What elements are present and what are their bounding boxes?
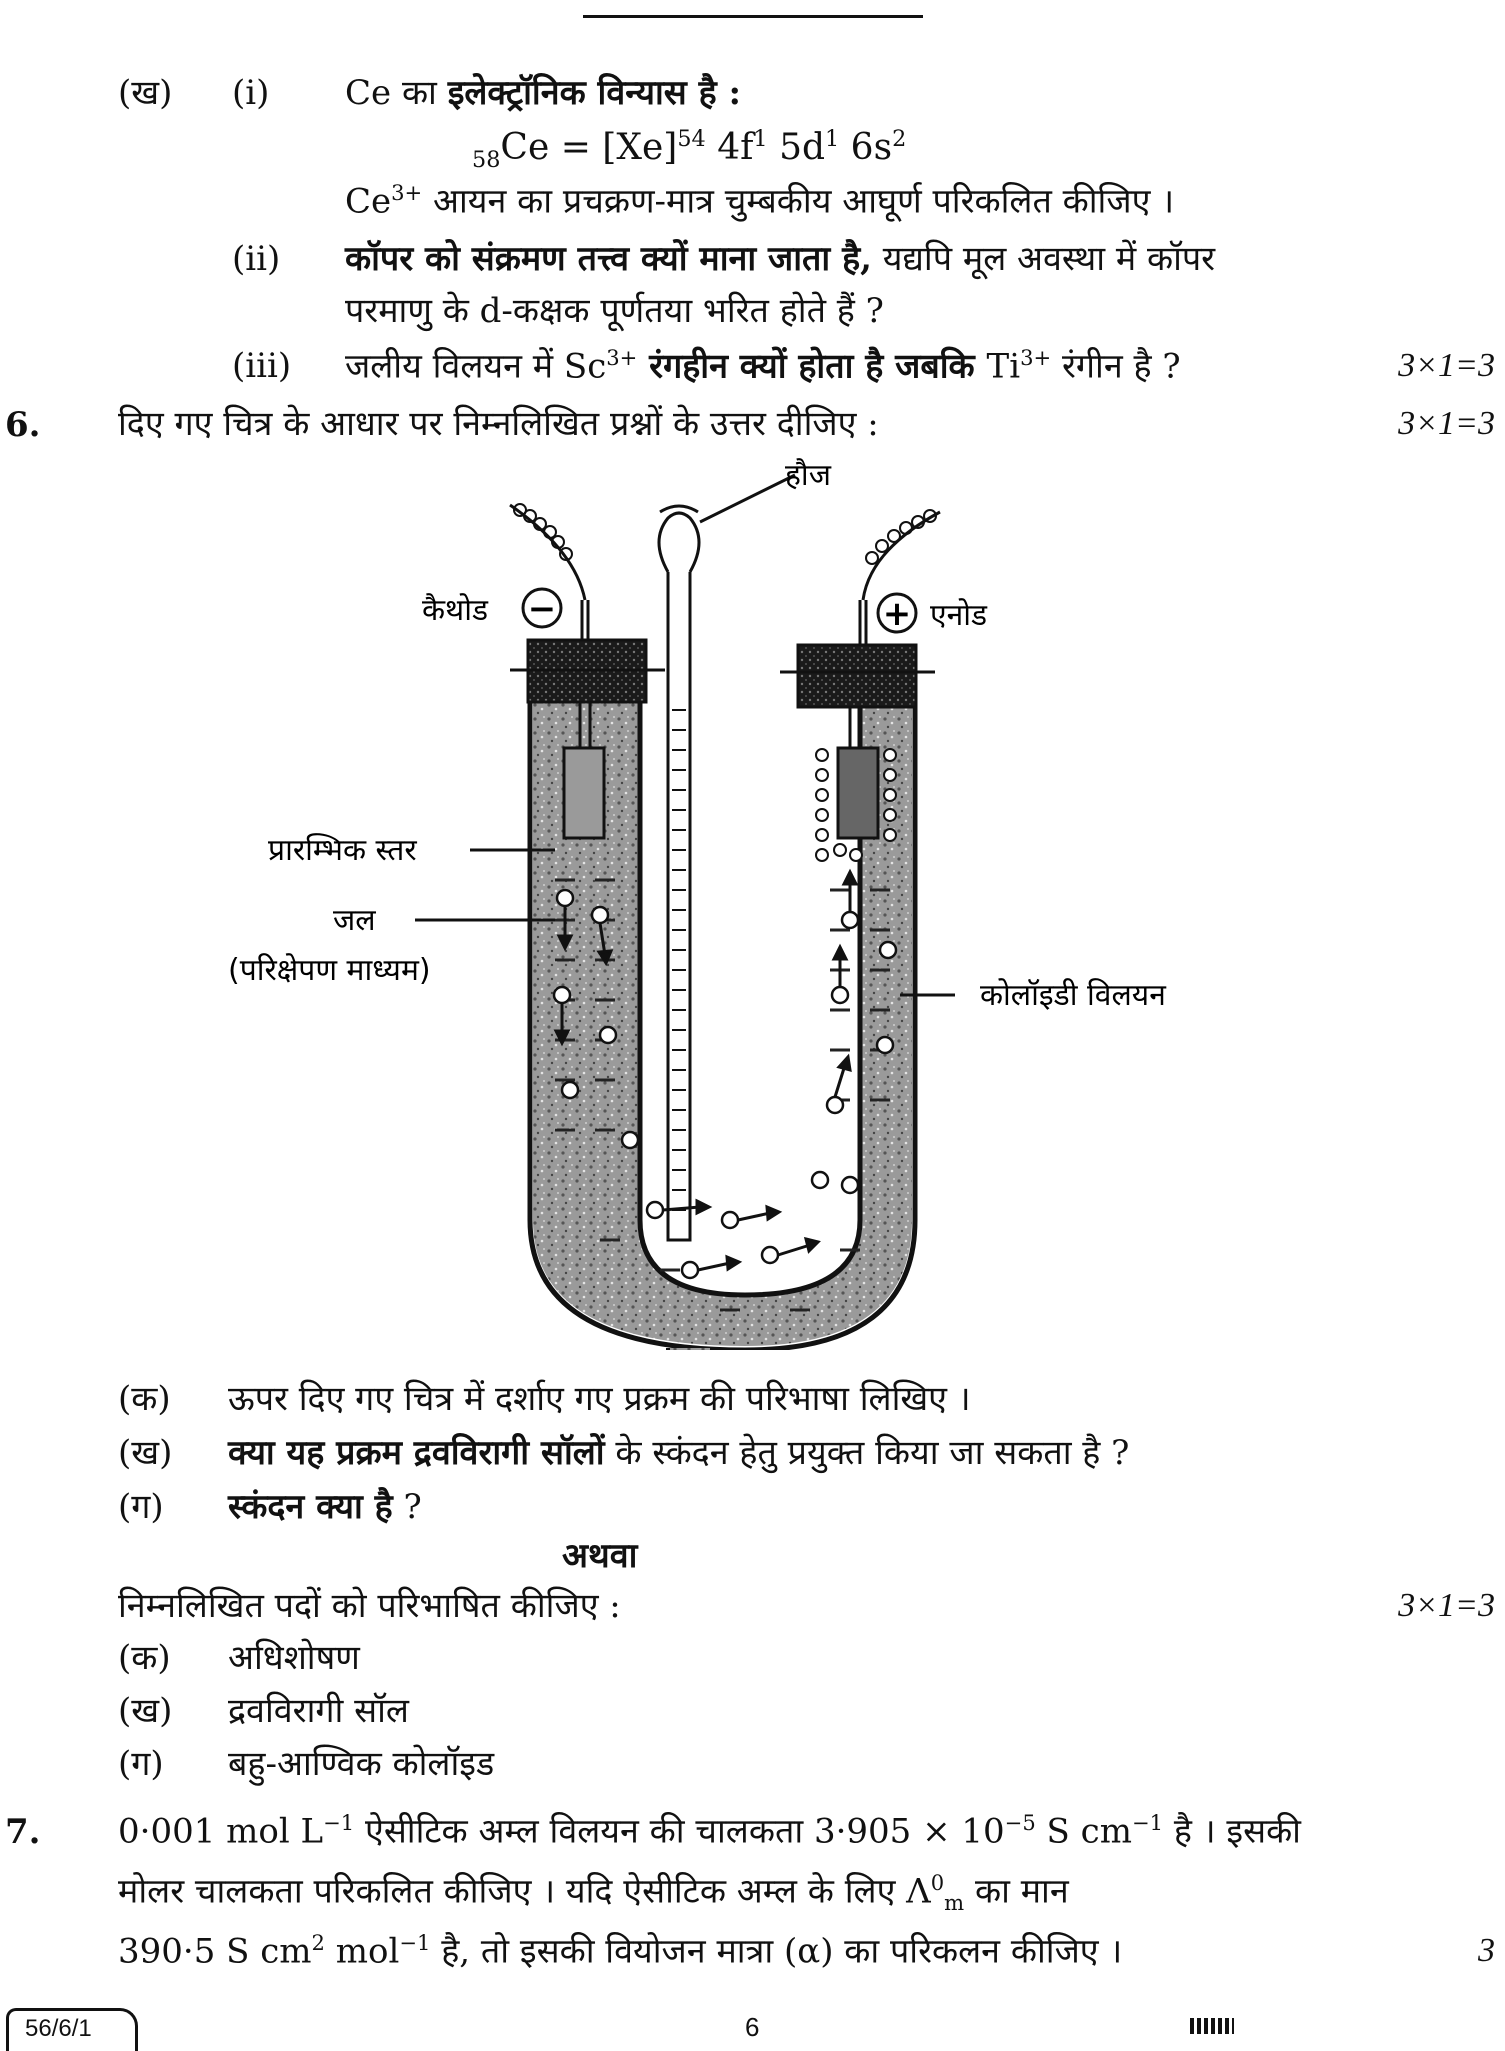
q6-alt-question: निम्नलिखित पदों को परिभाषित कीजिए : xyxy=(118,1586,621,1626)
q5-ii-line2: परमाणु के d-कक्षक पूर्णतया भरित होते हैं ? xyxy=(345,291,884,331)
qr-code-icon xyxy=(1190,2018,1234,2034)
q5-ii-line1: कॉपर को संक्रमण तत्त्व क्यों माना जाता है, यद्यपि मूल अवस्था में कॉपर xyxy=(345,239,1216,279)
label-water: जल xyxy=(333,903,376,938)
central-tube xyxy=(668,570,690,1240)
q6-part-c-label: (ग) xyxy=(118,1487,164,1527)
q6-part-b-text: क्या यह प्रक्रम द्रवविरागी सॉलों के स्कंदन हेतु प्रयुक्त किया जा सकता है ? xyxy=(228,1433,1130,1473)
q6-alt-b-text: द्रवविरागी सॉल xyxy=(228,1691,409,1731)
label-colloid: कोलॉइडी विलयन xyxy=(980,978,1166,1013)
q7-marks: 3 xyxy=(1478,1932,1495,1969)
svg-text:−: − xyxy=(527,589,557,629)
q6-question: दिए गए चित्र के आधार पर निम्नलिखित प्रश्नों के उत्तर दीजिए : xyxy=(118,404,879,444)
q6-alt-a-label: (क) xyxy=(118,1638,171,1678)
top-rule xyxy=(583,15,923,18)
q6-number: 6. xyxy=(5,405,41,445)
q6-part-c-text: स्कंदन क्या है ? xyxy=(228,1487,422,1527)
label-anode: एनोड xyxy=(930,598,988,633)
or-heading: अथवा xyxy=(562,1536,638,1576)
q6-part-b-label: (ख) xyxy=(118,1433,173,1473)
label-initial-level: प्रारम्भिक स्तर xyxy=(268,833,417,868)
q5-i-label: (i) xyxy=(232,73,270,113)
q5-iii-text: जलीय विलयन में $Sc^{3+}$ रंगहीन क्यों होता है जबकि $Ti^{3+}$ रंगीन है ? xyxy=(345,345,1181,387)
footer-code: 56/6/1 xyxy=(25,2015,92,2042)
q5-marks: 3×1=3 xyxy=(1398,347,1495,384)
electrophoresis-figure xyxy=(0,450,1505,1350)
leader-hose xyxy=(700,475,795,522)
q7-line1: 0·001 mol $L^{-1}$ ऐसीटिक अम्ल विलयन की चालकता $3\cdot 905 \times 10^{-5}$ S $cm^{-1}$ है । इसकी xyxy=(118,1810,1301,1852)
anode-plate xyxy=(838,748,878,838)
q5-i-heading: इलेक्ट्रॉनिक विन्यास है : xyxy=(447,73,742,113)
q5-i-heading-line xyxy=(345,72,741,115)
q5-i-question: $Ce^{3+}$ आयन का प्रचक्रण-मात्र चुम्बकीय आघूर्ण परिकलित कीजिए । xyxy=(345,180,1175,222)
label-medium: (परिक्षेपण माध्यम) xyxy=(228,953,431,988)
ce-electronic-configuration: $_{58}Ce = [Xe]^{54}$ $4f^1$ $5d^1$ $6s^2$ xyxy=(472,126,907,174)
coil-left xyxy=(510,505,585,600)
q6-alt-b-label: (ख) xyxy=(118,1691,173,1731)
q6-alt-c-label: (ग) xyxy=(118,1744,164,1784)
q7-line2: मोलर चालकता परिकलित कीजिए । यदि ऐसीटिक अम्ल के लिए $\Lambda^0_m$ का मान xyxy=(118,1870,1069,1916)
q6-part-a-text: ऊपर दिए गए चित्र में दर्शाए गए प्रक्रम की परिभाषा लिखिए । xyxy=(228,1379,971,1419)
q6-alt-marks: 3×1=3 xyxy=(1398,1587,1495,1624)
footer-page-number: 6 xyxy=(745,2012,760,2042)
q5-iii-label: (iii) xyxy=(232,346,292,386)
q7-number: 7. xyxy=(5,1812,41,1852)
q6-alt-c-text: बहु-आण्विक कोलॉइड xyxy=(228,1744,495,1784)
footer-code-box xyxy=(6,2008,138,2051)
q6-marks: 3×1=3 xyxy=(1398,405,1495,442)
stopper-right xyxy=(798,645,916,707)
q7-line3: 390·5 S $cm^2$ mol$^{-1}$ है, तो इसकी वियोजन मात्रा (α) का परिकलन कीजिए । xyxy=(118,1930,1123,1972)
q5-part-label: (ख) xyxy=(118,73,173,113)
q6-alt-a-text: अधिशोषण xyxy=(228,1638,360,1678)
label-hose: हौज xyxy=(785,458,831,493)
cathode-plate xyxy=(564,748,604,838)
q5-i-prefix: Ce का xyxy=(345,73,437,113)
central-tube-bulb xyxy=(659,513,699,572)
q5-ii-label: (ii) xyxy=(232,239,281,279)
svg-text:+: + xyxy=(882,594,912,634)
label-cathode: कैथोड xyxy=(422,593,489,628)
q6-part-a-label: (क) xyxy=(118,1379,171,1419)
bottom-outlet xyxy=(668,1348,712,1350)
